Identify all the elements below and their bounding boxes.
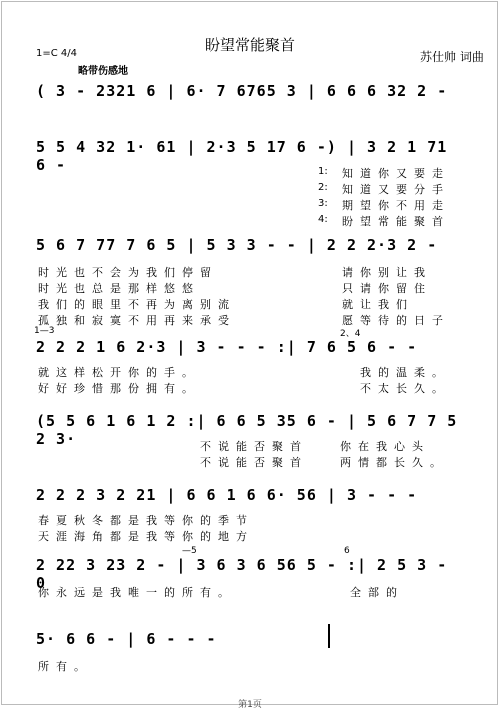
verse-num: 3: [318,198,328,209]
verse-text: 知道你又要走 [342,167,450,180]
lyric-line: 你永远是我唯一的所有。 [38,586,236,599]
music-line-7: 2 22 3 23 2 - | 3 6 3 6 56 5 - :| 2 5 3 - 0 [36,556,448,592]
volta-first: 1—3 [34,326,55,336]
song-title: 盼望常能聚首 [204,36,295,54]
lyric-line: 不说能否聚首 [200,456,308,469]
tempo-marking: 略带伤感地 [78,66,128,77]
music-line-2: 5 5 4 32 1· 61 | 2·3 5 17 6 -) | 3 2 1 71 6 - [36,138,448,174]
volta-second: 2、4 [340,329,361,339]
lyric-line: 时光也不会为我们停留 [38,266,218,279]
page-number: 第1页 [238,700,262,710]
lyric-line: 不说能否聚首 [200,440,308,453]
composer-credit: 苏仕帅 词曲 [420,50,484,64]
verse-num: 1: [318,166,328,177]
lyric-line: 全部的 [350,586,404,599]
lyric-line: 时光也总是那样悠悠 [38,282,200,295]
lyric-line: 孤独和寂寞不用再来承受 [38,314,236,327]
music-line-8: 5· 6 6 - | 6 - - - [36,630,217,648]
volta-five: —5 [182,546,197,556]
verse-text: 盼望常能聚首 [342,215,450,228]
volta-six: 6 [344,546,350,556]
lyric-line: 就这样松开你的手。 [38,366,200,379]
verse-num: 4: [318,214,328,225]
lyric-line: 我的温柔。 [360,366,450,379]
final-barline [328,624,330,648]
music-line-4: 2 2 2 1 6 2·3 | 3 - - - :| 7 6 5 6 - - [36,338,418,356]
music-line-6: 2 2 2 3 2 21 | 6 6 1 6 6· 56 | 3 - - - [36,486,418,504]
lyric-line: 你在我心头 [340,440,430,453]
lyric-line: 我们的眼里不再为离别流 [38,298,236,311]
lyric-line: 愿等待的日子 [342,314,450,327]
verse-text: 期望你不用走 [342,199,450,212]
lyric-line: 就让我们 [342,298,414,311]
lyric-line: 好好珍惜那份拥有。 [38,382,200,395]
lyric-line: 请你别让我 [342,266,432,279]
music-line-5: (5 5 6 1 6 1 2 :| 6 6 5 35 6 - | 5 6 7 7 5 2 3· [36,412,458,448]
lyric-line: 天涯海角都是我等你的地方 [38,530,254,543]
lyric-line: 春夏秋冬都是我等你的季节 [38,514,254,527]
key-signature: 1=C 4/4 [36,48,77,59]
lyric-line: 不太长久。 [360,382,450,395]
music-line-3: 5 6 7 77 7 6 5 | 5 3 3 - - | 2 2 2·3 2 - [36,236,438,254]
lyric-line: 所有。 [38,660,92,673]
lyric-line: 只请你留住 [342,282,432,295]
verse-text: 知道又要分手 [342,183,450,196]
lyric-line: 两情都长久。 [340,456,448,469]
verse-num: 2: [318,182,328,193]
music-line-1: ( 3 - 2321 6 | 6· 7 6765 3 | 6 6 6 32 2 - [36,82,448,100]
